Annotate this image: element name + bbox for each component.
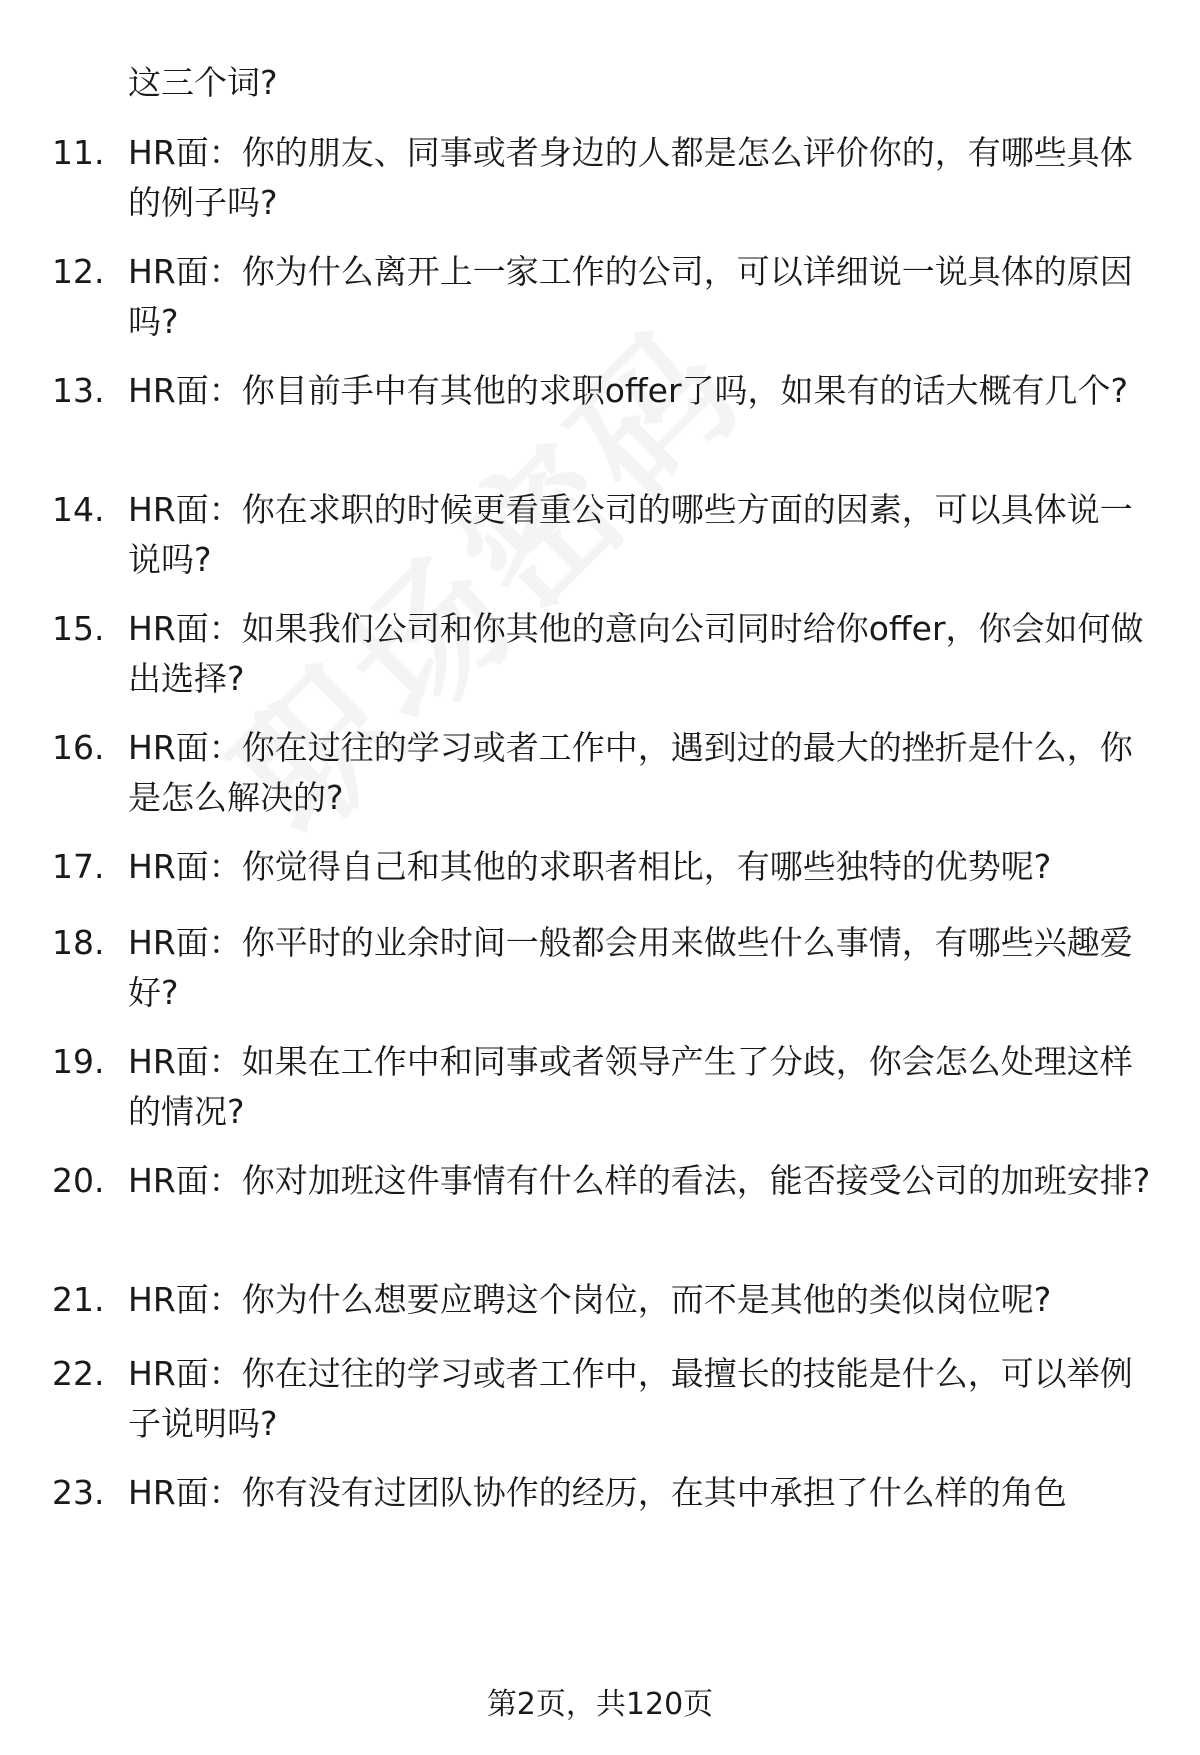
question-number: 22. bbox=[52, 1354, 105, 1393]
question-text: HR面：你对加班这件事情有什么样的看法，能否接受公司的加班安排? bbox=[128, 1161, 1151, 1200]
question-text: HR面：你平时的业余时间一般都会用来做些什么事情，有哪些兴趣爱好? bbox=[128, 923, 1133, 1012]
question-number: 18. bbox=[52, 923, 105, 962]
question-text: HR面：你目前手中有其他的求职offer了吗，如果有的话大概有几个? bbox=[128, 371, 1129, 410]
page-footer: 第2页，共120页 bbox=[486, 1687, 714, 1722]
question-text: HR面：你为什么想要应聘这个岗位，而不是其他的类似岗位呢? bbox=[128, 1280, 1052, 1319]
question-text: HR面：如果在工作中和同事或者领导产生了分歧，你会怎么处理这样的情况? bbox=[128, 1042, 1133, 1131]
question-number: 19. bbox=[52, 1042, 105, 1081]
question-text: HR面：你在过往的学习或者工作中，最擅长的技能是什么，可以举例子说明吗? bbox=[128, 1354, 1133, 1443]
question-number: 13. bbox=[52, 371, 105, 410]
question-text: HR面：你有没有过团队协作的经历，在其中承担了什么样的角色 bbox=[128, 1473, 1067, 1512]
question-text: HR面：如果我们公司和你其他的意向公司同时给你offer，你会如何做出选择? bbox=[128, 609, 1144, 698]
question-number: 15. bbox=[52, 609, 105, 648]
question-number: 20. bbox=[52, 1161, 105, 1200]
question-number: 11. bbox=[52, 133, 105, 172]
question-number: 16. bbox=[52, 728, 105, 767]
question-text: HR面：你为什么离开上一家工作的公司，可以详细说一说具体的原因吗? bbox=[128, 252, 1133, 341]
question-text: HR面：你在求职的时候更看重公司的哪些方面的因素，可以具体说一说吗? bbox=[128, 490, 1133, 579]
question-number: 17. bbox=[52, 847, 105, 886]
question-number: 23. bbox=[52, 1473, 105, 1512]
question-text: HR面：你觉得自己和其他的求职者相比，有哪些独特的优势呢? bbox=[128, 847, 1052, 886]
question-number: 14. bbox=[52, 490, 105, 529]
question-text: HR面：你在过往的学习或者工作中，遇到过的最大的挫折是什么，你是怎么解决的? bbox=[128, 728, 1133, 817]
question-text: HR面：你的朋友、同事或者身边的人都是怎么评价你的，有哪些具体的例子吗? bbox=[128, 133, 1133, 222]
continuation-text: 这三个词? bbox=[128, 63, 278, 102]
question-number: 12. bbox=[52, 252, 105, 291]
question-number: 21. bbox=[52, 1280, 105, 1319]
